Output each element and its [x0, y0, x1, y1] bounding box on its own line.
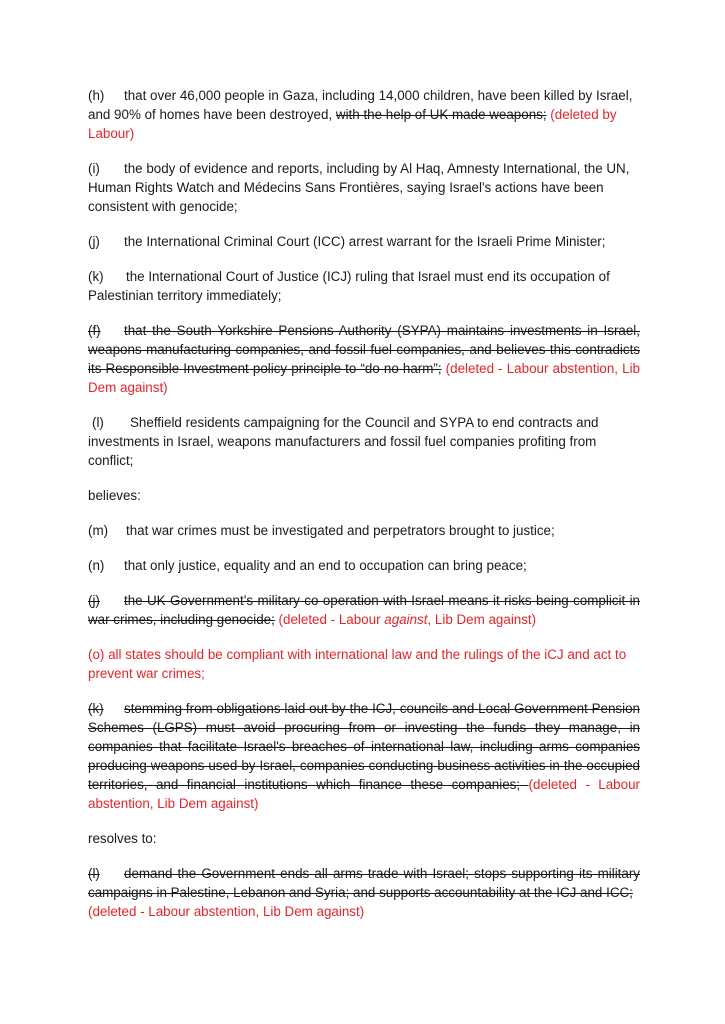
item-label: (l): [92, 415, 104, 430]
deletion-note: (deleted by Labour): [88, 107, 617, 141]
item-label: (i): [88, 161, 100, 176]
item-label: (j): [88, 593, 100, 608]
item-label: (j): [88, 234, 100, 249]
note-emphasis: against: [384, 612, 428, 627]
deletion-note: (deleted - Labour abstention, Lib Dem against): [88, 904, 365, 919]
paragraph-f-deleted: [88, 321, 640, 397]
paragraph-m: [88, 521, 640, 540]
paragraph-k: [88, 267, 640, 305]
item-label: (n): [88, 558, 105, 573]
paragraph-j-deleted: [88, 591, 640, 629]
deletion-note: [275, 612, 536, 627]
item-text: that war crimes must be investigated and perpetrators brought to justice;: [126, 523, 555, 538]
item-text: Sheffield residents campaigning for the Council and SYPA to end contracts and investments in Israel, weapons manufacturers and fossil fuel companies profiting from conflict;: [88, 415, 599, 468]
struck-text: that the South Yorkshire Pensions Authority (SYPA) maintains investments in Israel, weapons manufacturing companies, and fossil fuel companies, and believes this contradicts its Responsible Investment policy principle to “do no harm”;: [88, 323, 640, 376]
note-text: (deleted - Labour: [274, 612, 385, 627]
struck-text: with the help of UK made weapons;: [335, 107, 547, 122]
struck-text: the UK Government’s military co-operation with Israel means it risks being complicit in war crimes, including genocide;: [88, 593, 640, 627]
item-label: (k): [88, 701, 104, 716]
item-label: (k): [88, 269, 104, 284]
item-text: that over 46,000 people in Gaza, including 14,000 children, have been killed by Israel, and 90% of homes have been destroyed,: [88, 88, 633, 122]
paragraph-l: [88, 413, 640, 470]
item-label: (f): [88, 323, 101, 338]
paragraph-n: [88, 556, 640, 575]
struck-text: stemming from obligations laid out by the ICJ, councils and Local Government Pension Schemes (LGPS) must avoid procuring from or investing the funds they manage, in companies that facilitate Israel's breaches of international law, including arms companies producing weapons used by Israel, companies conducting business activities in the occupied territories, and financial institutions which finance these companies;: [88, 701, 640, 792]
resolves-heading: resolves to:: [88, 831, 157, 846]
believes-heading: believes:: [88, 488, 141, 503]
deletion-note: (deleted - Labour abstention, Lib Dem against): [88, 361, 640, 395]
item-label: (m): [88, 523, 109, 538]
deletion-note: (deleted - Labour abstention, Lib Dem against): [88, 777, 640, 811]
document-page: [88, 86, 640, 937]
item-text: that only justice, equality and an end to occupation can bring peace;: [124, 558, 527, 573]
item-text: the body of evidence and reports, including by Al Haq, Amnesty International, the UN, Human Rights Watch and Médecins Sans Frontières, saying Israel's actions have been consistent with genocide;: [88, 161, 630, 214]
paragraph-o-added: (o) all states should be compliant with international law and the rulings of the iCJ and act to prevent war crimes;: [88, 647, 627, 681]
paragraph-k-deleted: [88, 699, 640, 813]
item-label: (l): [88, 866, 100, 881]
struck-text: demand the Government ends all arms trade with Israel; stops supporting its military campaigns in Palestine, Lebanon and Syria; and supports accountability at the ICJ and ICC;: [88, 866, 640, 900]
note-text: , Lib Dem against): [427, 612, 537, 627]
item-label: (h): [88, 88, 105, 103]
paragraph-j: [88, 232, 640, 251]
paragraph-i: [88, 159, 640, 216]
paragraph-h: [88, 86, 640, 143]
item-text: the International Criminal Court (ICC) arrest warrant for the Israeli Prime Minister;: [124, 234, 606, 249]
item-text: the International Court of Justice (ICJ) ruling that Israel must end its occupation of Palestinian territory immediately;: [88, 269, 610, 303]
paragraph-l-deleted: [88, 864, 640, 921]
